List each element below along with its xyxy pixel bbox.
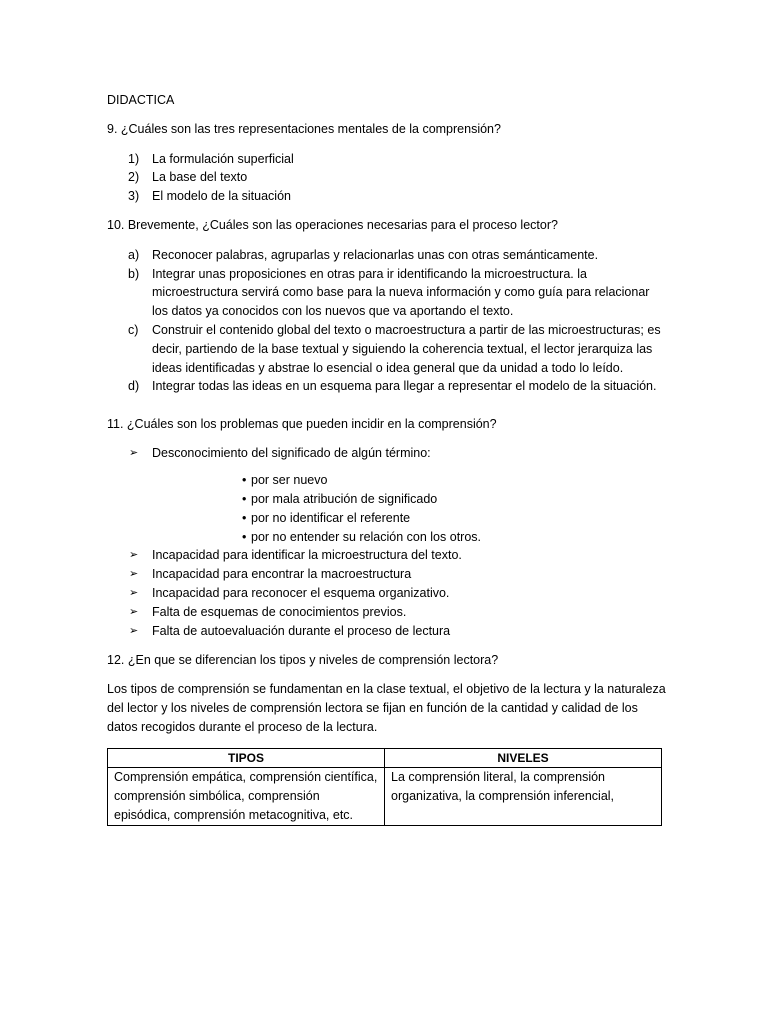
q11-sub-list [152, 471, 667, 546]
sub-list-item-text: por ser nuevo [251, 473, 328, 488]
arrow-bullet-icon: ➢ [129, 568, 139, 581]
list-item [107, 622, 667, 641]
table-cell-tipos: Comprensión empática, comprensión científica, comprensión simbólica, comprensión episódica, comprensión metacognitiva, etc. [108, 768, 385, 825]
sub-list-item-text: por no identificar el referente [251, 510, 411, 525]
question-12: 12. ¿En que se diferencian los tipos y niveles de comprensión lectora? [107, 652, 499, 667]
list-item-text: Falta de autoevaluación durante el proceso de lectura [152, 623, 451, 638]
question-11: 11. ¿Cuáles son los problemas que pueden incidir en la comprensión? [107, 417, 497, 432]
list-marker: 1) [128, 151, 140, 166]
bullet-dot-icon: • [242, 510, 247, 525]
list-item [107, 546, 667, 565]
list-marker: 3) [128, 189, 140, 204]
list-marker: c) [128, 322, 139, 337]
list-item [107, 444, 667, 546]
list-item-text: Integrar unas proposiciones en otras para ir identificando la microestructura. la microestructura servirá como base para la nueva información y como guía para relacionar los datos ya conocidos con los nuevos que va aportando el texto. [152, 266, 650, 319]
q10-list [107, 246, 667, 396]
list-item [107, 265, 667, 321]
sub-list-item [152, 490, 667, 509]
question-9: 9. ¿Cuáles son las tres representaciones mentales de la comprensión? [107, 122, 501, 137]
table-row [108, 768, 662, 825]
list-item-text: El modelo de la situación [152, 189, 291, 204]
list-item [107, 565, 667, 584]
list-item-text: Incapacidad para reconocer el esquema organizativo. [152, 586, 450, 601]
list-item-text: Incapacidad para identificar la microestructura del texto. [152, 548, 462, 563]
q11-list [107, 444, 667, 640]
arrow-bullet-icon: ➢ [129, 549, 139, 562]
list-marker: b) [128, 266, 140, 281]
list-marker: a) [128, 247, 140, 262]
list-item [107, 246, 667, 265]
bullet-dot-icon: • [242, 529, 247, 544]
bullet-dot-icon: • [242, 492, 247, 507]
list-item [107, 584, 667, 603]
header-tipos: TIPOS [108, 748, 385, 768]
sub-list-item-text: por no entender su relación con los otros. [251, 529, 481, 544]
list-item-text: La base del texto [152, 170, 248, 185]
list-item [107, 321, 667, 377]
list-item-text: Incapacidad para encontrar la macroestructura [152, 567, 412, 582]
document-page [107, 91, 667, 826]
list-item [107, 150, 667, 169]
arrow-bullet-icon: ➢ [129, 605, 139, 618]
table-cell-niveles: La comprensión literal, la comprensión organizativa, la comprensión inferencial, [385, 768, 662, 825]
list-marker: d) [128, 379, 140, 394]
list-marker: 2) [128, 170, 140, 185]
comparison-table [107, 748, 662, 826]
document-title: DIDACTICA [107, 93, 175, 107]
sub-list-item-text: por mala atribución de significado [251, 492, 438, 507]
table-header-row [108, 748, 662, 768]
bullet-dot-icon: • [242, 473, 247, 488]
list-item [107, 187, 667, 206]
arrow-bullet-icon: ➢ [129, 447, 139, 460]
question-10: 10. Brevemente, ¿Cuáles son las operaciones necesarias para el proceso lector? [107, 218, 558, 233]
arrow-bullet-icon: ➢ [129, 624, 139, 637]
list-item-text: Construir el contenido global del texto o macroestructura a partir de las microestructuras; es decir, partiendo de la base textual y siguiendo la coherencia textual, el lector jerarquiza las ideas identificadas y abstrae lo esencial o idea general que da unidad a todo lo leído. [152, 322, 661, 375]
answer-paragraph: Los tipos de comprensión se fundamentan en la clase textual, el objetivo de la lectura y la naturaleza del lector y los niveles de comprensión lectora se fijan en función de la cantidad y calidad de los datos recogidos durante el proceso de la lectura. [107, 682, 666, 734]
list-item-text: Integrar todas las ideas en un esquema para llegar a representar el modelo de la situación. [152, 379, 657, 394]
sub-list-item [152, 471, 667, 490]
arrow-bullet-icon: ➢ [129, 587, 139, 600]
header-niveles: NIVELES [385, 748, 662, 768]
list-item [107, 377, 667, 396]
list-item-text: Reconocer palabras, agruparlas y relacionarlas unas con otras semánticamente. [152, 247, 599, 262]
list-item-text: La formulación superficial [152, 151, 294, 166]
list-item-text: Falta de esquemas de conocimientos previos. [152, 604, 407, 619]
list-item [107, 603, 667, 622]
list-item-text: Desconocimiento del significado de algún término: [152, 446, 431, 461]
list-item [107, 168, 667, 187]
sub-list-item [152, 528, 667, 547]
q9-list [107, 150, 667, 206]
sub-list-item [152, 509, 667, 528]
